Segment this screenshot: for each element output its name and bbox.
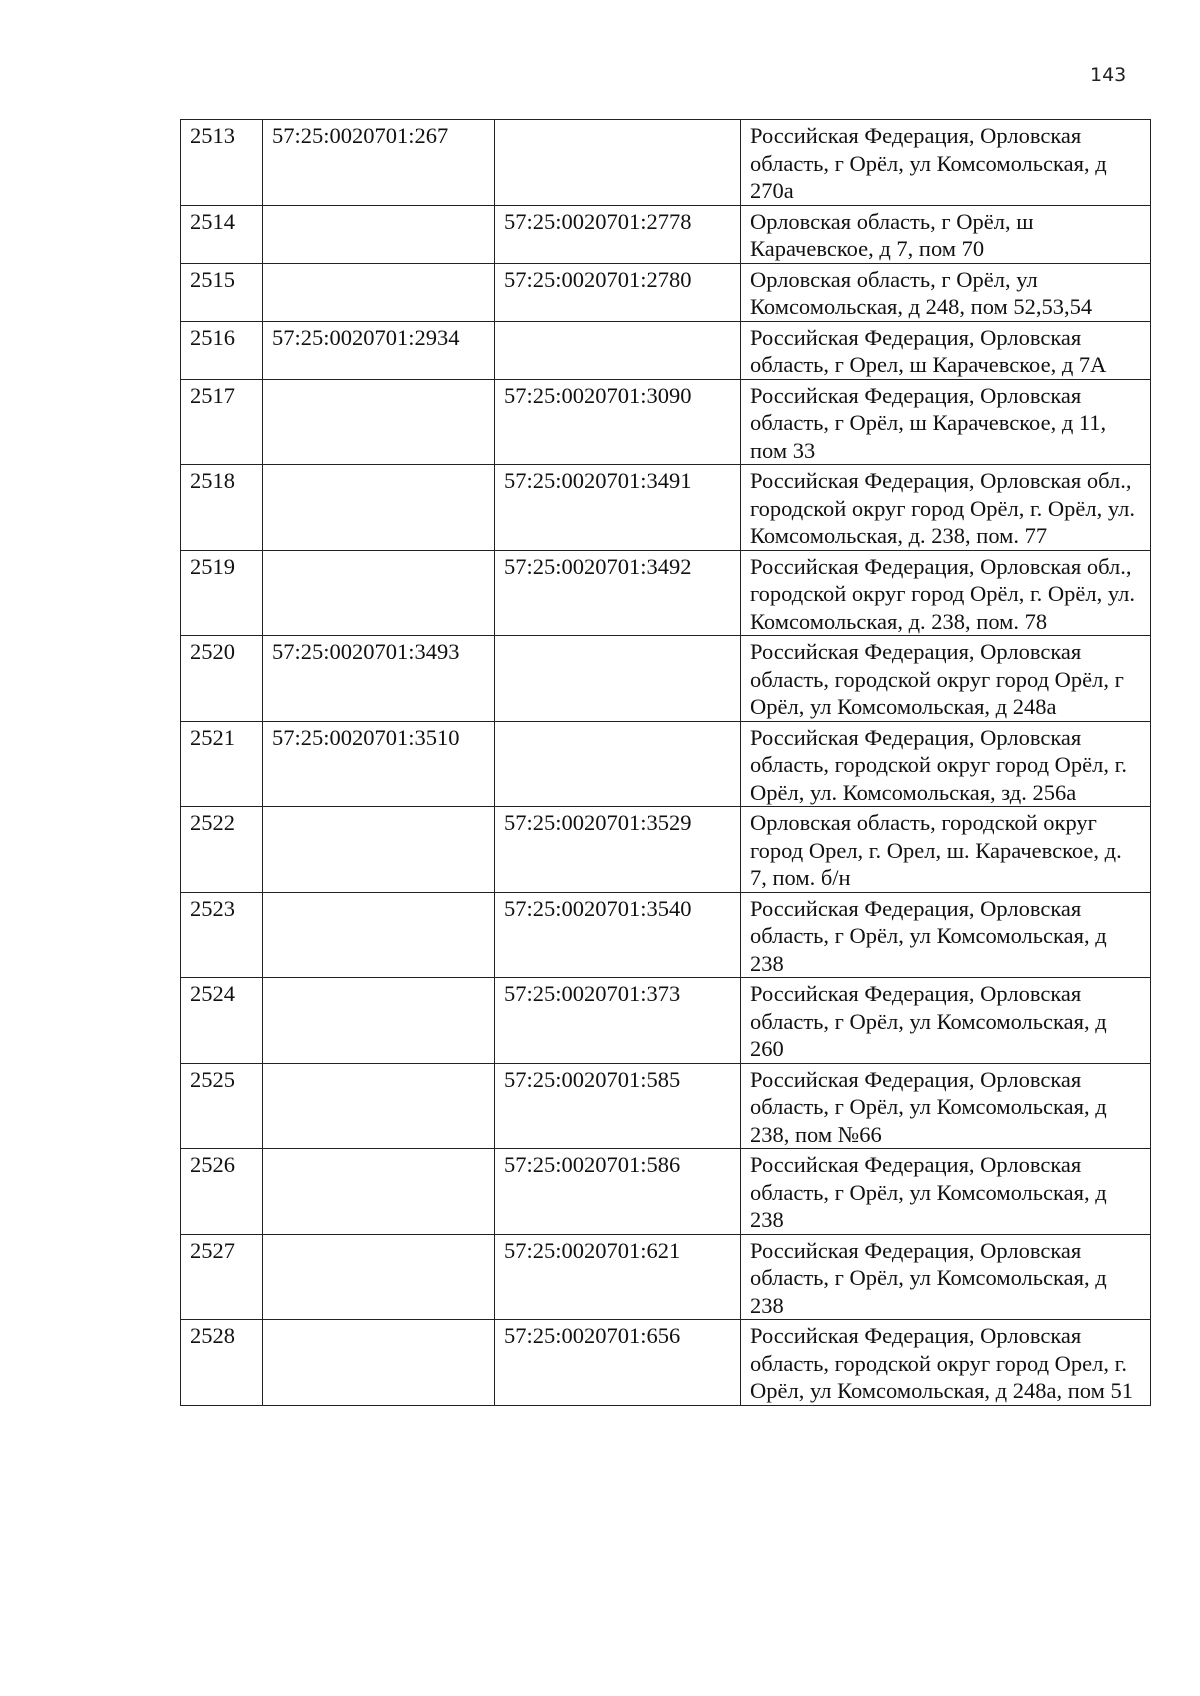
- parcel-cadastral-number: [263, 1234, 495, 1320]
- table-row: [181, 1063, 1151, 1149]
- parcel-cadastral-number: 57:25:0020701:267: [263, 120, 495, 206]
- address: Российская Федерация, Орловская область, городской округ город Орёл, г Орёл, ул Комсомольская, д 248а: [741, 636, 1151, 722]
- table-row: [181, 379, 1151, 465]
- address: Российская Федерация, Орловская область, г Орел, ш Карачевское, д 7А: [741, 321, 1151, 379]
- parcel-cadastral-number: [263, 205, 495, 263]
- premises-cadastral-number: 57:25:0020701:3492: [495, 550, 741, 636]
- premises-cadastral-number: 57:25:0020701:3529: [495, 807, 741, 893]
- row-number: 2516: [181, 321, 263, 379]
- parcel-cadastral-number: [263, 379, 495, 465]
- address: Российская Федерация, Орловская область, г Орёл, ул Комсомольская, д 270а: [741, 120, 1151, 206]
- premises-cadastral-number: [495, 721, 741, 807]
- parcel-cadastral-number: [263, 263, 495, 321]
- parcel-cadastral-number: 57:25:0020701:3510: [263, 721, 495, 807]
- table-row: [181, 636, 1151, 722]
- parcel-cadastral-number: [263, 892, 495, 978]
- row-number: 2522: [181, 807, 263, 893]
- table-row: [181, 205, 1151, 263]
- table-row: [181, 550, 1151, 636]
- row-number: 2525: [181, 1063, 263, 1149]
- address: Российская Федерация, Орловская область, г Орёл, ул Комсомольская, д 238: [741, 892, 1151, 978]
- premises-cadastral-number: 57:25:0020701:621: [495, 1234, 741, 1320]
- page-number: 143: [1090, 64, 1127, 86]
- address: Российская Федерация, Орловская область, г Орёл, ул Комсомольская, д 238, пом №66: [741, 1063, 1151, 1149]
- premises-cadastral-number: 57:25:0020701:3090: [495, 379, 741, 465]
- address: Российская Федерация, Орловская область, г Орёл, ул Комсомольская, д 238: [741, 1149, 1151, 1235]
- premises-cadastral-number: 57:25:0020701:656: [495, 1320, 741, 1406]
- parcel-cadastral-number: 57:25:0020701:2934: [263, 321, 495, 379]
- premises-cadastral-number: 57:25:0020701:373: [495, 978, 741, 1064]
- premises-cadastral-number: 57:25:0020701:2778: [495, 205, 741, 263]
- table-row: [181, 465, 1151, 551]
- row-number: 2524: [181, 978, 263, 1064]
- row-number: 2526: [181, 1149, 263, 1235]
- address: Российская Федерация, Орловская область, г Орёл, ул Комсомольская, д 260: [741, 978, 1151, 1064]
- parcel-cadastral-number: [263, 1149, 495, 1235]
- premises-cadastral-number: 57:25:0020701:3540: [495, 892, 741, 978]
- address: Орловская область, городской округ город Орел, г. Орел, ш. Карачевское, д. 7, пом. б/н: [741, 807, 1151, 893]
- parcel-cadastral-number: [263, 807, 495, 893]
- property-registry-table: [180, 119, 1151, 1406]
- parcel-cadastral-number: [263, 1063, 495, 1149]
- premises-cadastral-number: [495, 321, 741, 379]
- parcel-cadastral-number: [263, 1320, 495, 1406]
- premises-cadastral-number: 57:25:0020701:585: [495, 1063, 741, 1149]
- parcel-cadastral-number: [263, 550, 495, 636]
- row-number: 2518: [181, 465, 263, 551]
- table-row: [181, 721, 1151, 807]
- address: Российская Федерация, Орловская область, г Орёл, ш Карачевское, д 11, пом 33: [741, 379, 1151, 465]
- table-row: [181, 1149, 1151, 1235]
- parcel-cadastral-number: 57:25:0020701:3493: [263, 636, 495, 722]
- row-number: 2528: [181, 1320, 263, 1406]
- address: Российская Федерация, Орловская область, г Орёл, ул Комсомольская, д 238: [741, 1234, 1151, 1320]
- row-number: 2520: [181, 636, 263, 722]
- row-number: 2513: [181, 120, 263, 206]
- table-row: [181, 892, 1151, 978]
- row-number: 2523: [181, 892, 263, 978]
- table-row: [181, 263, 1151, 321]
- address: Российская Федерация, Орловская область, городской округ город Орёл, г. Орёл, ул. Комсомольская, зд. 256а: [741, 721, 1151, 807]
- row-number: 2521: [181, 721, 263, 807]
- table-row: [181, 120, 1151, 206]
- premises-cadastral-number: [495, 636, 741, 722]
- address: Российская Федерация, Орловская обл., городской округ город Орёл, г. Орёл, ул. Комсомольская, д. 238, пом. 78: [741, 550, 1151, 636]
- row-number: 2515: [181, 263, 263, 321]
- address: Российская Федерация, Орловская область, городской округ город Орел, г. Орёл, ул Комсомольская, д 248а, пом 51: [741, 1320, 1151, 1406]
- row-number: 2514: [181, 205, 263, 263]
- table-row: [181, 807, 1151, 893]
- row-number: 2527: [181, 1234, 263, 1320]
- table-row: [181, 978, 1151, 1064]
- table-row: [181, 321, 1151, 379]
- row-number: 2519: [181, 550, 263, 636]
- table-row: [181, 1320, 1151, 1406]
- premises-cadastral-number: [495, 120, 741, 206]
- address: Российская Федерация, Орловская обл., городской округ город Орёл, г. Орёл, ул. Комсомольская, д. 238, пом. 77: [741, 465, 1151, 551]
- premises-cadastral-number: 57:25:0020701:586: [495, 1149, 741, 1235]
- address: Орловская область, г Орёл, ул Комсомольская, д 248, пом 52,53,54: [741, 263, 1151, 321]
- row-number: 2517: [181, 379, 263, 465]
- parcel-cadastral-number: [263, 465, 495, 551]
- premises-cadastral-number: 57:25:0020701:3491: [495, 465, 741, 551]
- premises-cadastral-number: 57:25:0020701:2780: [495, 263, 741, 321]
- table-row: [181, 1234, 1151, 1320]
- address: Орловская область, г Орёл, ш Карачевское, д 7, пом 70: [741, 205, 1151, 263]
- parcel-cadastral-number: [263, 978, 495, 1064]
